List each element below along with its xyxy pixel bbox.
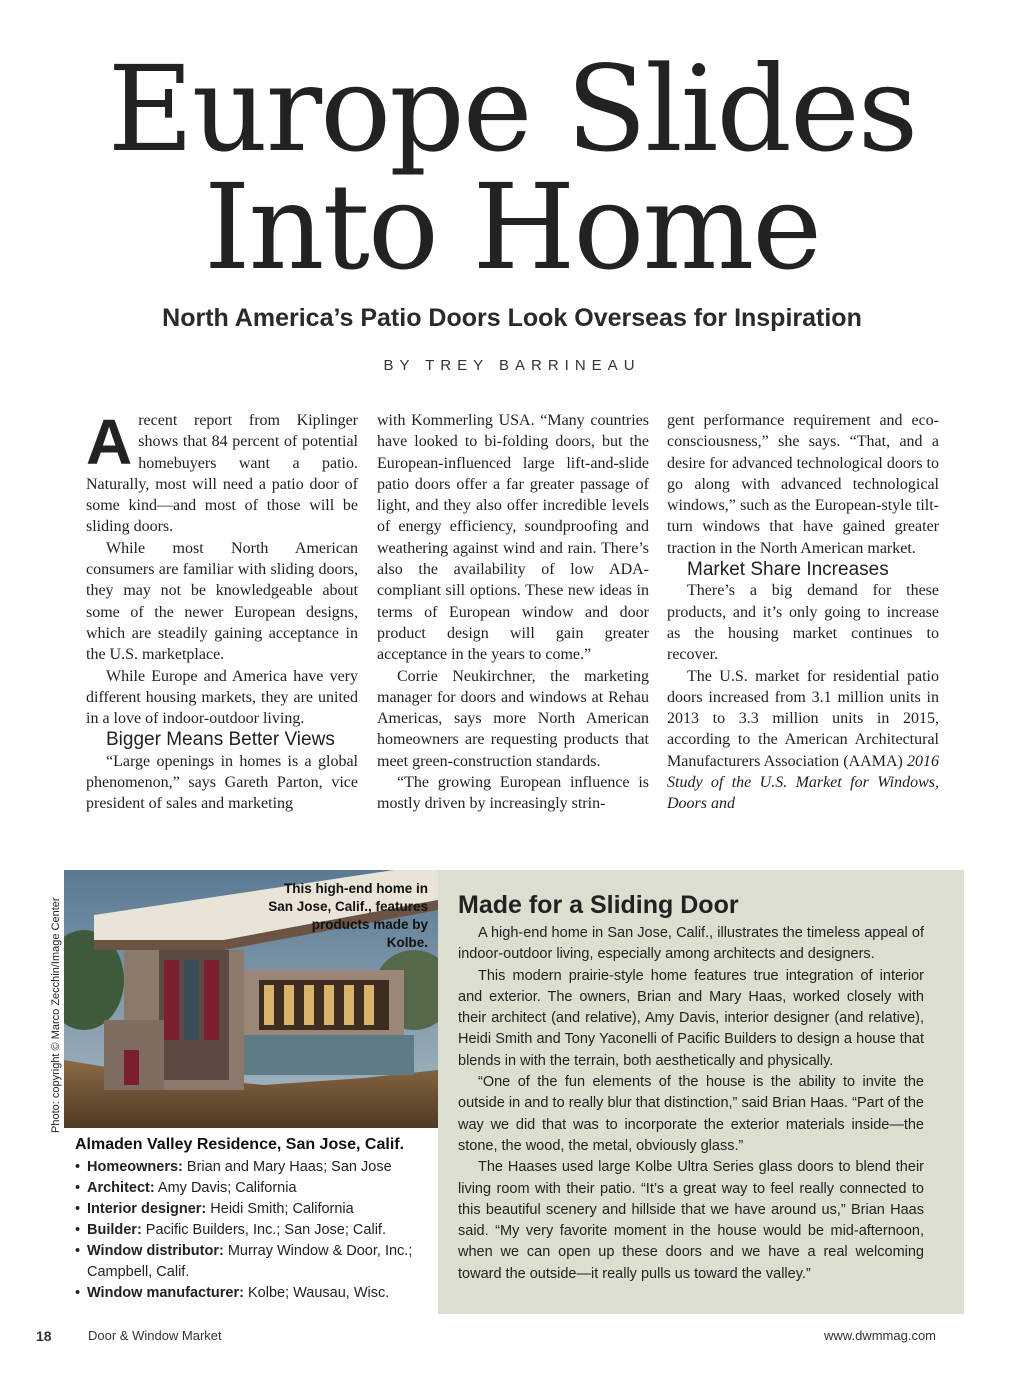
sidebar-box-text — [458, 923, 924, 1285]
list-item: • Homeowners: Brian and Mary Haas; San Jose — [75, 1157, 435, 1178]
article-column-2 — [377, 410, 649, 815]
list-item: • Window manufacturer: Kolbe; Wausau, Wisc. — [75, 1283, 435, 1304]
section-heading: Bigger Means Better Views — [106, 729, 335, 751]
article-column-3 — [667, 410, 939, 815]
project-title: Almaden Valley Residence, San Jose, Calif. — [75, 1136, 405, 1153]
photo-caption: This high-end home in San Jose, Calif., features products made by Kolbe. — [268, 881, 428, 950]
publication-name: Door & Window Market — [88, 1328, 222, 1343]
paragraph: A high-end home in San Jose, Calif., illustrates the timeless appeal of indoor-outdoor living, especially among architects and designers. — [458, 925, 924, 963]
paragraph: While most North American consumers are familiar with sliding doors, they may not be knowledgeable about some of the newer European designs, which are steadily gaining acceptance in the U.S. marketplace. — [86, 539, 358, 664]
paragraph: “The growing European influence is mostly driven by increasingly strin- — [377, 774, 649, 813]
website-url[interactable]: www.dwmmag.com — [824, 1328, 936, 1343]
list-item: • Builder: Pacific Builders, Inc.; San Jose; Calif. — [75, 1220, 435, 1241]
drop-cap: A — [86, 406, 133, 478]
list-item: • Interior designer: Heidi Smith; California — [75, 1199, 435, 1220]
paragraph: Arecent report from Kiplinger shows that 84 percent of potential homebuyers want a patio. Naturally, most will need a patio door of some kind—and most of those will be sliding doors. — [86, 406, 358, 536]
paragraph: gent performance requirement and eco-consciousness,” she says. “That, and a desire for advanced technological doors to go along with advanced technological windows,” such as the European-style tilt-turn windows that have gained greater traction in the North American market. — [667, 412, 939, 557]
article-subtitle: North America’s Patio Doors Look Overseas for Inspiration — [162, 304, 862, 332]
paragraph: Corrie Neukirchner, the marketing manager for doors and windows at Rehau Americas, says more North American homeowners are requesting products that meet green-construction standards. — [377, 667, 649, 770]
paragraph: This modern prairie-style home features true integration of interior and exterior. The owners, Brian and Mary Haas, worked closely with their architect (and relative), Amy Davis, interior designer (and relative), Heidi Smith and Tony Yaconelli of Pacific Builders to design a house that blends in with the terrain, both aesthetically and physically. — [458, 967, 924, 1069]
article-column-1 — [86, 406, 358, 815]
list-item: • Window distributor: Murray Window & Door, Inc.; Campbell, Calif. — [75, 1241, 435, 1283]
title-line-1: Europe Slides — [107, 40, 917, 178]
project-details-list — [75, 1157, 435, 1304]
paragraph: While Europe and America have very different housing markets, they are united in a love of indoor-outdoor living. — [86, 667, 358, 728]
paragraph: The U.S. market for residential patio doors increased from 3.1 million units in 2013 to 3.3 million units in 2015, according to the American Architectural Manufacturers Association (AAMA) 2016 Study of the U.S. Market for Windows, Doors and — [667, 667, 939, 813]
sidebar-box-title: Made for a Sliding Door — [458, 891, 739, 919]
paragraph: “One of the fun elements of the house is the ability to invite the outside in and to really blur that distinction,” said Brian Haas. “Part of the way we did that was to incorporate the exterior materials inside—the stone, the wood, the metal, obviously glass.” — [458, 1074, 924, 1154]
photo-credit: Photo: copyright © Marco Zecchin/Image Center — [50, 897, 62, 1133]
paragraph: “Large openings in homes is a global phenomenon,” says Gareth Parton, vice president of sales and marketing — [86, 752, 358, 813]
byline: BY TREY BARRINEAU — [383, 357, 641, 374]
page-number: 18 — [36, 1328, 52, 1344]
paragraph: The Haases used large Kolbe Ultra Series glass doors to blend their living room with their patio. “It’s a great way to feel really connected to this beautiful scenery and hillside that we have around us,” Brian Haas said. “My very favorite moment in the house would be mid-afternoon, when we can open up these doors and we have a real welcoming toward the outside—it really pulls us toward the valley.” — [458, 1159, 924, 1282]
paragraph: There’s a big demand for these products, and it’s only going to increase as the housing market continues to recover. — [667, 582, 939, 664]
title-line-2: Into Home — [203, 158, 821, 296]
section-heading: Market Share Increases — [687, 559, 889, 581]
list-item: • Architect: Amy Davis; California — [75, 1178, 435, 1199]
article-title — [0, 40, 1024, 296]
paragraph: with Kommerling USA. “Many countries have looked to bi-folding doors, but the European-influenced large lift-and-slide patio doors offer a far greater passage of light, and they also offer incredible levels of energy efficiency, soundproofing and weathering against wind and rain. There’s also the availability of low ADA-compliant sill options. These new ideas in terms of European window and door product design will gain greater acceptance in the years to come.” — [377, 412, 649, 664]
